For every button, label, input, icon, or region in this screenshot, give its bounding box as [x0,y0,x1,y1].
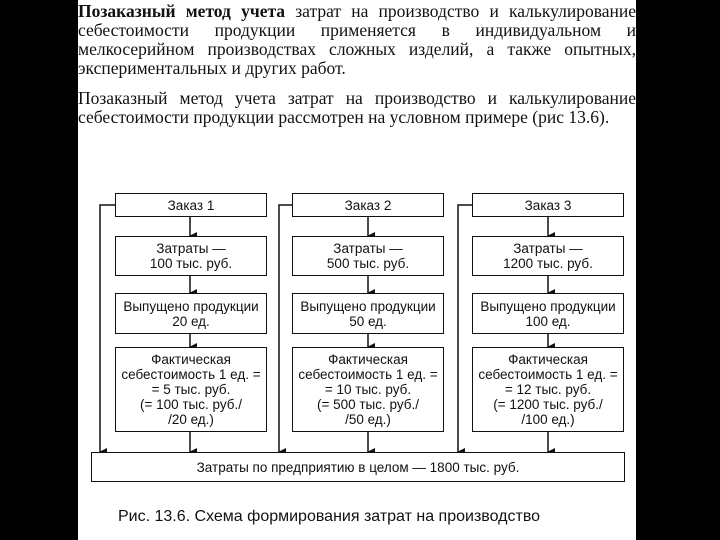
order-1-title-box: Заказ 1 [115,193,267,217]
order-3-output-box: Выпущено продукции 100 ед. [472,293,624,334]
total-costs-box: Затраты по предприятию в целом — 1800 тыс. руб. [91,452,625,482]
order-2-output-box: Выпущено продукции 50 ед. [292,293,444,334]
paragraph-intro-rest: затрат на производство и калькулирование себестоимости продукции применяется в индивидуальном и мелкосерийном производствах сложных изделий, а также опытных, экспериментальных и других работ. [78,1,636,78]
document-page [78,0,636,540]
order-2-title-box: Заказ 2 [292,193,444,217]
figure-caption: Рис. 13.6. Схема формирования затрат на производство [118,508,541,525]
order-2-unit-cost-box: Фактическая себестоимость 1 ед. = = 10 тыс. руб. (= 500 тыс. руб./ /50 ед.) [292,347,444,432]
order-1-unit-cost-box: Фактическая себестоимость 1 ед. = = 5 тыс. руб. (= 100 тыс. руб./ /20 ед.) [115,347,267,432]
order-1-output-box: Выпущено продукции 20 ед. [115,293,267,334]
paragraph-example: Позаказный метод учета затрат на производство и калькулирование себестоимости продукции рассмотрен на условном примере (рис 13.6). [78,88,636,127]
order-3-costs-box: Затраты — 1200 тыс. руб. [472,236,624,276]
paragraph-intro-bold: Позаказный метод учета [78,1,286,21]
order-3-unit-cost-box: Фактическая себестоимость 1 ед. = = 12 тыс. руб. (= 1200 тыс. руб./ /100 ед.) [472,347,624,432]
order-3-title-box: Заказ 3 [472,193,624,217]
order-1-costs-box: Затраты — 100 тыс. руб. [115,236,267,276]
order-2-costs-box: Затраты — 500 тыс. руб. [292,236,444,276]
